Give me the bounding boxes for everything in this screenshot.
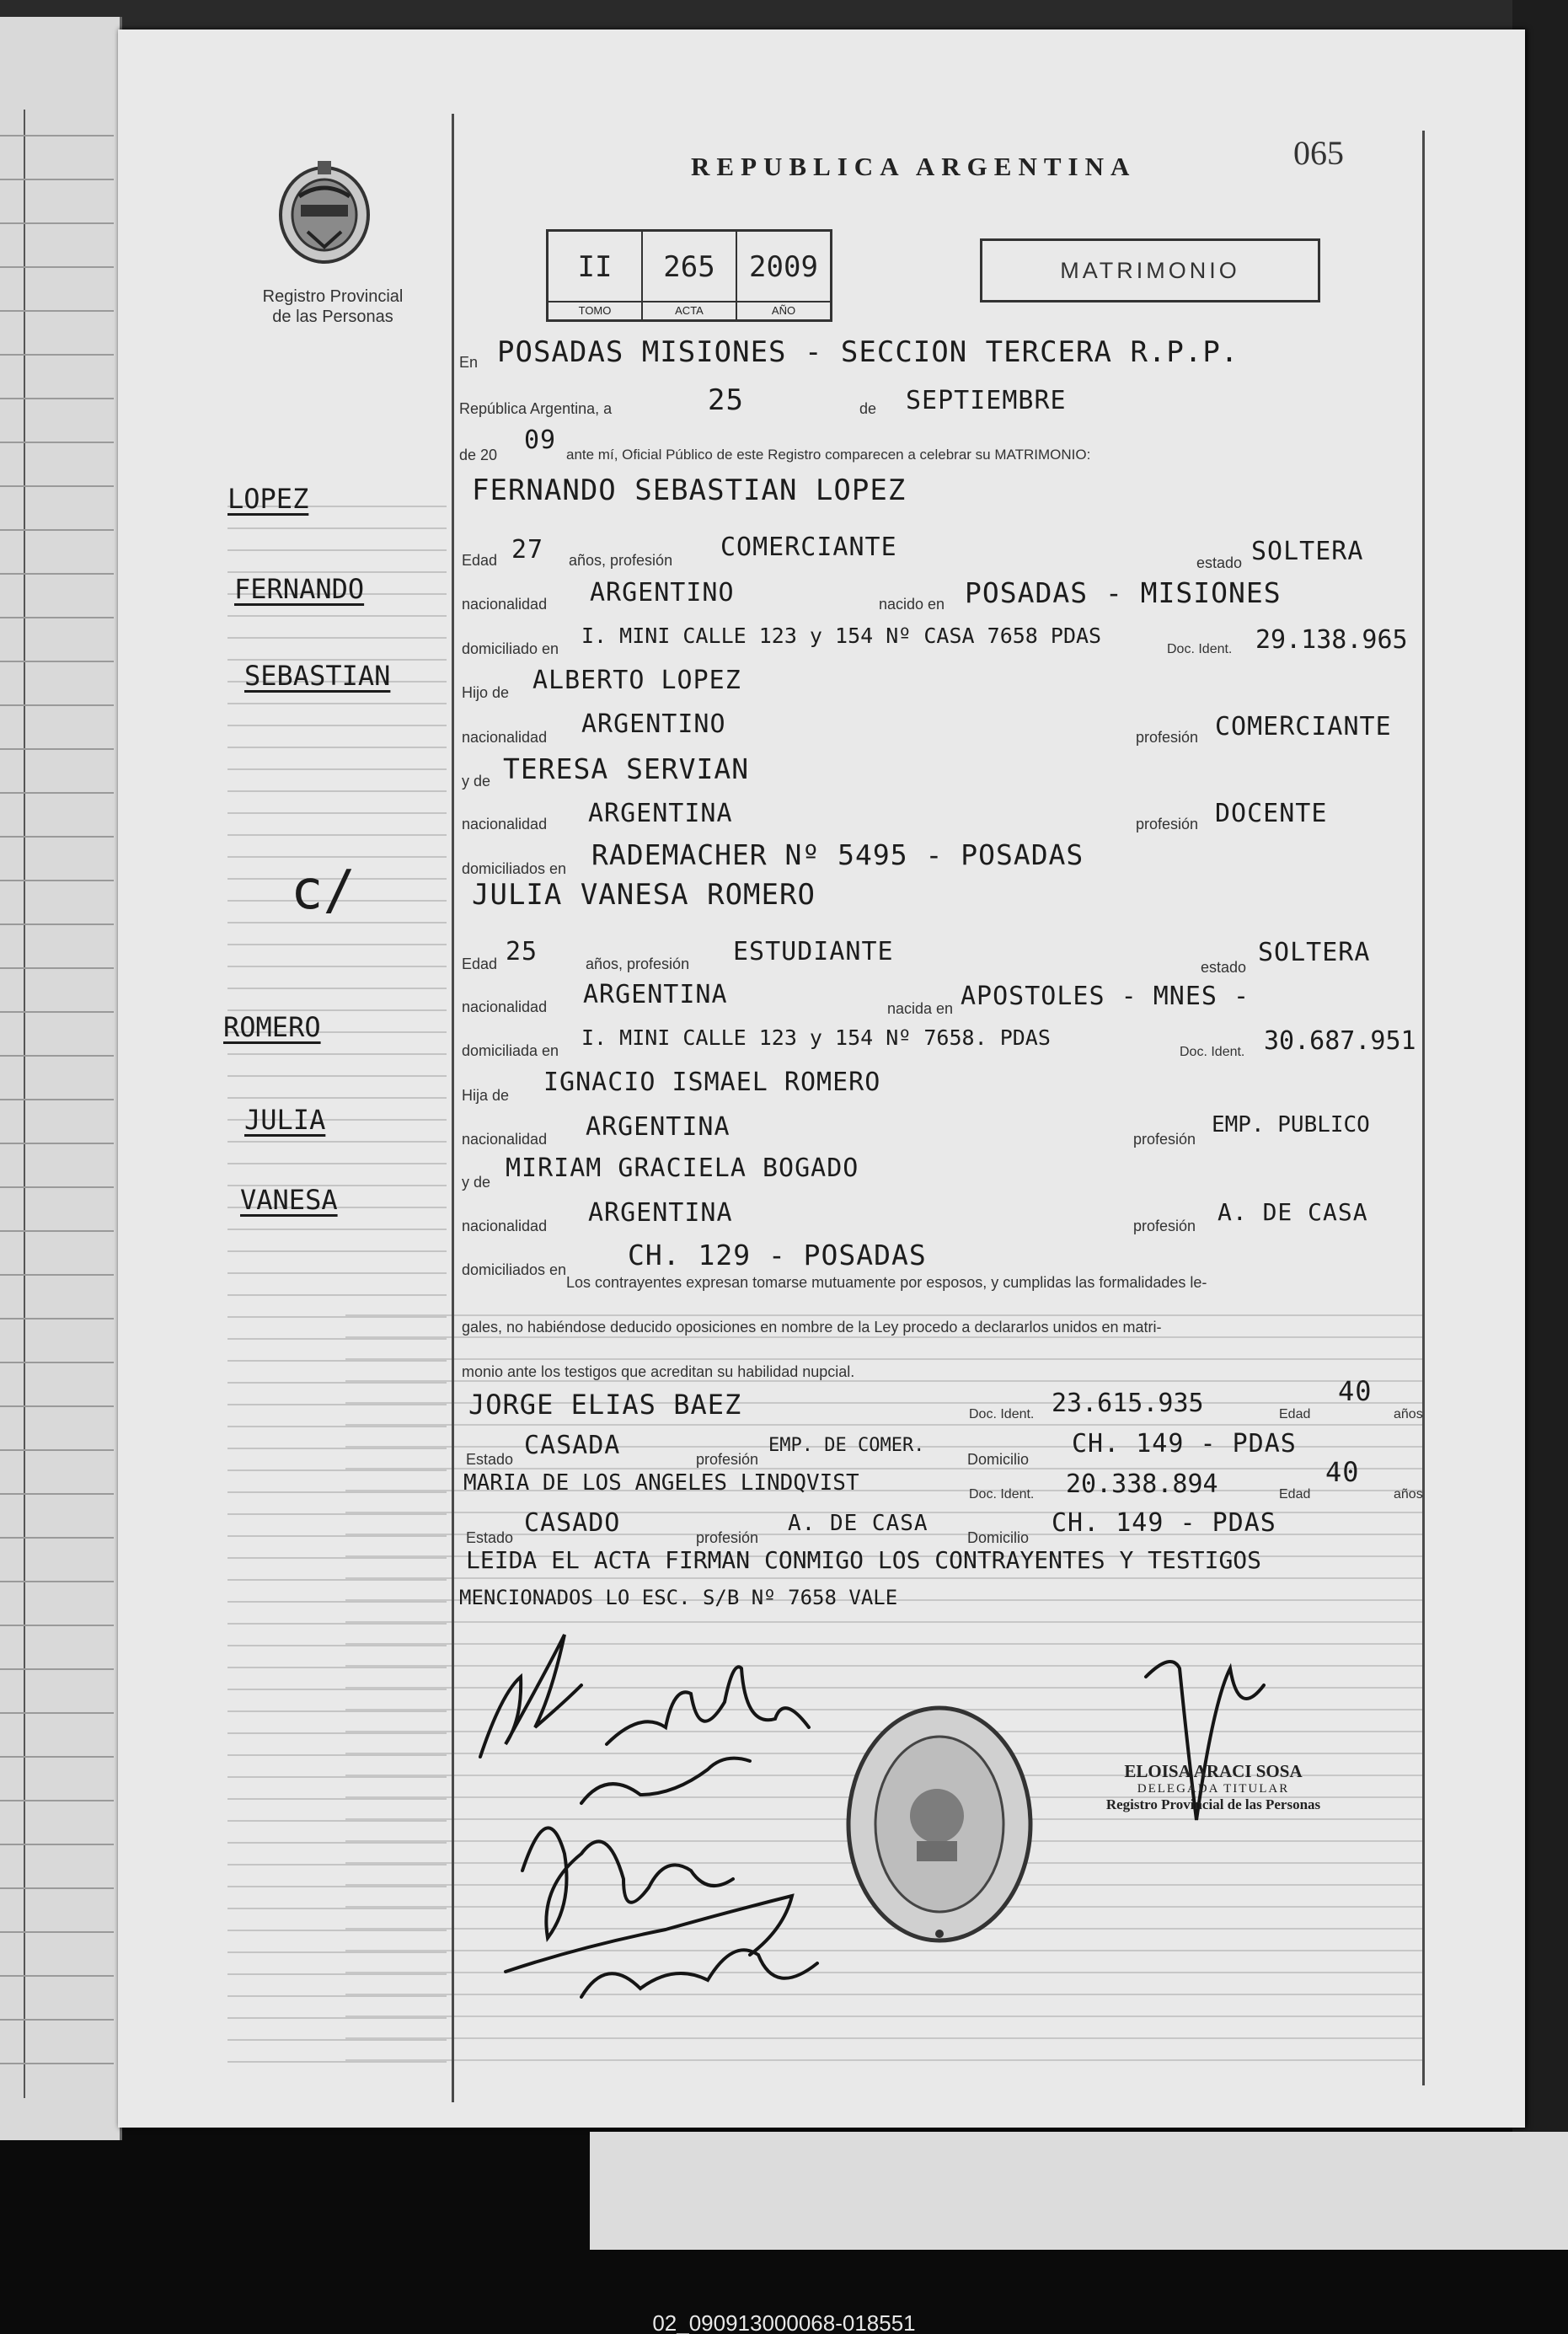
ruled-line	[227, 1097, 447, 1099]
witness-1-address: CH. 149 - PDAS	[1072, 1429, 1297, 1459]
ruled-line	[227, 1667, 447, 1668]
ruled-line	[227, 1229, 447, 1230]
groom-age: 27	[511, 535, 544, 565]
bride-civil-status: SOLTERA	[1258, 938, 1371, 967]
ruled-line	[227, 1930, 447, 1931]
ruled-line	[0, 2063, 114, 2064]
ruled-line	[0, 1318, 114, 1320]
ruled-line	[227, 1513, 447, 1515]
label-profesion: profesión	[696, 1529, 759, 1546]
groom-nationality: ARGENTINO	[590, 578, 735, 608]
registry-line: de las Personas	[272, 308, 393, 326]
bride-nationality: ARGENTINA	[583, 980, 728, 1009]
ruled-line	[227, 1557, 447, 1559]
image-caption: 02_090913000068-018551	[652, 2310, 916, 2334]
witness-1-name: JORGE ELIAS BAEZ	[468, 1389, 742, 1421]
groom-document: 29.138.965	[1255, 625, 1408, 655]
ruled-line	[227, 1973, 447, 1975]
bride-father: IGNACIO ISMAEL ROMERO	[543, 1068, 881, 1097]
ruled-line	[227, 2017, 447, 2019]
label-doc-ident: Doc. Ident.	[969, 1487, 1035, 1502]
witness-1-profession: EMP. DE COMER.	[768, 1435, 925, 1456]
ruled-line	[0, 354, 114, 356]
ruled-line	[227, 549, 447, 551]
signature-scribble	[581, 1950, 817, 1997]
declaration-line: monio ante los testigos que acreditan su habilidad nupcial.	[462, 1363, 855, 1380]
witness-2-name: MARIA DE LOS ANGELES LINDQVIST	[463, 1470, 859, 1496]
label-domiciliado-en: domiciliado en	[462, 640, 559, 657]
label-nacionalidad: nacionalidad	[462, 816, 548, 832]
month-value: SEPTIEMBRE	[906, 386, 1067, 415]
ruled-line	[227, 615, 447, 617]
label-profesion: profesión	[1133, 1218, 1196, 1234]
tomo-cell	[549, 232, 643, 319]
label-profesion: profesión	[1133, 1131, 1196, 1148]
witness-2-civil-status: CASADO	[524, 1508, 621, 1538]
closing-note-line: LEIDA EL ACTA FIRMAN CONMIGO LOS CONTRAYENTES Y TESTIGOS	[466, 1546, 1262, 1574]
label-edad: Edad	[1279, 1407, 1311, 1421]
ruled-line	[0, 135, 114, 137]
ruled-line	[227, 1272, 447, 1274]
groom-parents-address: RADEMACHER Nº 5495 - POSADAS	[591, 838, 1084, 871]
ruled-line	[0, 573, 114, 575]
groom-birthplace: POSADAS - MISIONES	[965, 576, 1282, 609]
ruled-line	[0, 880, 114, 881]
ruled-line	[0, 529, 114, 531]
ruled-line	[0, 1712, 114, 1714]
ruled-line	[0, 836, 114, 838]
ruled-line	[0, 1274, 114, 1276]
ruled-line	[227, 1360, 447, 1362]
ruled-line	[227, 1579, 447, 1581]
ruled-line	[0, 485, 114, 487]
label-y-de: y de	[462, 1174, 491, 1191]
witness-1-age: 40	[1338, 1375, 1373, 1407]
ruled-line	[0, 1405, 114, 1407]
ruled-line	[0, 1449, 114, 1451]
margin-rule-left	[452, 114, 454, 2102]
label-domiciliados-en: domiciliados en	[462, 860, 567, 877]
ruled-line	[227, 1820, 447, 1822]
label-y-de: y de	[462, 773, 491, 790]
label-domiciliada-en: domiciliada en	[462, 1042, 559, 1059]
ruled-line	[345, 1577, 1424, 1579]
label-doc-ident: Doc. Ident.	[969, 1407, 1035, 1421]
ruled-line	[0, 1230, 114, 1232]
ruled-line	[227, 988, 447, 989]
ruled-line	[227, 812, 447, 814]
bride-birthplace: APOSTOLES - MNES -	[961, 982, 1250, 1011]
ruled-line	[0, 1537, 114, 1539]
bride-address: I. MINI CALLE 123 y 154 Nº 7658. PDAS	[581, 1025, 1051, 1050]
ruled-line	[0, 398, 114, 399]
label-anos: años	[1394, 1407, 1423, 1421]
ruled-line	[227, 1469, 447, 1471]
ruled-line	[227, 1995, 447, 1997]
official-name: ELOISA ARACI SOSA	[1124, 1761, 1303, 1781]
witness-2-address: CH. 149 - PDAS	[1052, 1508, 1276, 1538]
acta-label: ACTA	[643, 301, 736, 319]
bride-document: 30.687.951	[1264, 1026, 1416, 1056]
registry-line: Registro Provincial	[262, 287, 404, 306]
ruled-line	[227, 1689, 447, 1690]
acta-cell	[643, 232, 737, 319]
witness-1-document: 23.615.935	[1052, 1389, 1204, 1418]
ruled-line	[227, 1250, 447, 1252]
underlying-sheet	[590, 2132, 1568, 2250]
label-nacionalidad: nacionalidad	[462, 1218, 548, 1234]
signature-scribble	[480, 1635, 581, 1757]
official-office: Registro Provincial de las Personas	[1105, 1796, 1321, 1812]
ruled-line	[227, 1601, 447, 1603]
witness-2-profession: A. DE CASA	[788, 1511, 928, 1536]
ruled-line	[227, 1053, 447, 1055]
ruled-line	[227, 1448, 447, 1449]
year-suffix-value: 09	[524, 426, 557, 455]
day-value: 25	[708, 383, 744, 417]
ruled-line	[227, 790, 447, 792]
ruled-line	[0, 748, 114, 750]
registry-name	[227, 286, 438, 327]
anio-cell	[737, 232, 830, 319]
ruled-line	[227, 1141, 447, 1143]
label-hija-de: Hija de	[462, 1087, 510, 1104]
ruled-line	[227, 1294, 447, 1296]
official-role: DELEGADA TITULAR	[1137, 1782, 1290, 1796]
label-anos: años	[1394, 1487, 1423, 1502]
sidebar-bride-surname: ROMERO	[223, 1011, 321, 1043]
acta-reference-box	[546, 229, 832, 322]
label-profesion: profesión	[1136, 816, 1199, 832]
ruled-line	[0, 1581, 114, 1582]
groom-father-profession: COMERCIANTE	[1215, 712, 1392, 741]
groom-profession: COMERCIANTE	[720, 533, 897, 562]
label-en: En	[459, 354, 479, 371]
ruled-line	[0, 442, 114, 443]
ruled-line	[227, 747, 447, 748]
ruled-line	[227, 834, 447, 836]
ruled-line	[227, 1338, 447, 1340]
label-anos-profesion: años, profesión	[569, 552, 673, 569]
ruled-line	[345, 1336, 1424, 1338]
label-ante-mi: ante mí, Oficial Público de este Registro comparecen a celebrar su MATRIMONIO:	[566, 447, 1091, 463]
ruled-line	[0, 1844, 114, 1845]
acta-value: 265	[663, 250, 715, 284]
tomo-label: TOMO	[549, 301, 641, 319]
ruled-line	[0, 1668, 114, 1670]
ruled-line	[227, 1316, 447, 1318]
sidebar-separator: c/	[291, 859, 356, 922]
witness-1-civil-status: CASADA	[524, 1431, 621, 1460]
ruled-line	[227, 527, 447, 529]
ruled-line	[0, 1887, 114, 1889]
label-profesion: profesión	[696, 1451, 759, 1468]
ruled-line	[227, 1163, 447, 1164]
provincial-emblem-icon	[274, 156, 375, 265]
ruled-line	[227, 944, 447, 945]
declaration-line: Los contrayentes expresan tomarse mutuamente por esposos, y cumplidas las formalidades le-	[566, 1274, 1207, 1291]
ruled-line	[227, 1491, 447, 1493]
bride-profession: ESTUDIANTE	[733, 937, 894, 966]
ruled-line	[227, 1645, 447, 1646]
bride-full-name: JULIA VANESA ROMERO	[472, 878, 816, 912]
label-estado: estado	[1196, 554, 1243, 571]
label-nacida-en: nacida en	[887, 1000, 954, 1017]
sidebar-bride-name: JULIA	[244, 1104, 326, 1136]
label-nacionalidad: nacionalidad	[462, 596, 548, 613]
groom-father-nationality: ARGENTINO	[581, 709, 726, 739]
ruled-line	[227, 856, 447, 858]
bride-father-profession: EMP. PUBLICO	[1212, 1112, 1370, 1138]
label-nacido-en: nacido en	[879, 596, 945, 613]
label-edad: Edad	[1279, 1487, 1311, 1502]
label-estado: estado	[1201, 959, 1247, 976]
bride-father-nationality: ARGENTINA	[586, 1112, 730, 1142]
ruled-line	[0, 661, 114, 662]
ruled-line	[227, 2061, 447, 2063]
label-nacionalidad: nacionalidad	[462, 729, 548, 746]
ruled-line	[227, 703, 447, 704]
place-value: POSADAS MISIONES - SECCION TERCERA R.P.P.	[497, 335, 1239, 369]
ruled-line	[0, 923, 114, 925]
ruled-line	[0, 1099, 114, 1100]
ruled-line	[227, 1623, 447, 1625]
label-doc-ident: Doc. Ident.	[1167, 642, 1233, 656]
ruled-line	[0, 1625, 114, 1626]
label-edad: Edad	[462, 552, 498, 569]
ruled-line	[0, 222, 114, 224]
bride-mother-profession: A. DE CASA	[1217, 1198, 1368, 1226]
ruled-line	[0, 179, 114, 180]
sidebar-groom-name: FERNANDO	[234, 573, 365, 605]
ruled-line	[0, 967, 114, 969]
ruled-line	[227, 637, 447, 639]
sidebar-groom-surname: LOPEZ	[227, 483, 309, 515]
country-title: REPUBLICA ARGENTINA	[691, 152, 1137, 181]
ruled-line	[227, 1776, 447, 1778]
ruled-line	[0, 1975, 114, 1977]
signature-scribble	[581, 1759, 750, 1803]
anio-label: AÑO	[737, 301, 830, 319]
witness-2-document: 20.338.894	[1066, 1469, 1218, 1499]
folio-number: 065	[1293, 134, 1344, 172]
bride-mother: MIRIAM GRACIELA BOGADO	[506, 1154, 859, 1183]
ruled-line	[227, 966, 447, 967]
ruled-line	[227, 1075, 447, 1077]
ruled-line	[227, 768, 447, 770]
sidebar-groom-name: SEBASTIAN	[244, 660, 391, 692]
ruled-line	[0, 310, 114, 312]
label-domicilio: Domicilio	[967, 1529, 1030, 1546]
ruled-line	[227, 1842, 447, 1844]
ruled-line	[227, 1404, 447, 1405]
ruled-line	[227, 1426, 447, 1427]
groom-civil-status: SOLTERA	[1251, 537, 1364, 566]
ruled-line	[227, 725, 447, 726]
label-domiciliados-en: domiciliados en	[462, 1261, 567, 1278]
declaration-line: gales, no habiéndose deducido oposiciones en nombre de la Ley procedo a declararlos unidos en matri-	[462, 1319, 1162, 1336]
ruled-line	[227, 922, 447, 923]
label-estado: Estado	[466, 1529, 514, 1546]
ruled-line	[345, 1358, 1424, 1360]
label-de: de	[859, 400, 877, 417]
official-stamp	[1087, 1761, 1340, 1813]
ruled-line	[0, 792, 114, 794]
bride-parents-address: CH. 129 - POSADAS	[628, 1239, 927, 1271]
ruled-line	[0, 1055, 114, 1057]
label-nacionalidad: nacionalidad	[462, 1131, 548, 1148]
groom-full-name: FERNANDO SEBASTIAN LOPEZ	[472, 474, 907, 507]
ruled-line	[227, 1908, 447, 1909]
ruled-line	[227, 1382, 447, 1384]
previous-page	[0, 17, 122, 2140]
ruled-line	[227, 1710, 447, 1712]
ruled-line	[345, 1314, 1424, 1316]
groom-mother-nationality: ARGENTINA	[588, 799, 733, 828]
ruled-line	[0, 1493, 114, 1495]
label-estado: Estado	[466, 1451, 514, 1468]
ruled-line	[227, 1754, 447, 1756]
ruled-line	[227, 1864, 447, 1866]
ruled-line	[227, 1951, 447, 1953]
groom-father: ALBERTO LOPEZ	[532, 666, 741, 695]
groom-mother-profession: DOCENTE	[1215, 799, 1328, 828]
groom-mother: TERESA SERVIAN	[503, 752, 750, 785]
anio-value: 2009	[749, 250, 818, 284]
ruled-line	[0, 1931, 114, 1933]
label-republica: República Argentina, a	[459, 400, 613, 417]
official-seal-icon	[843, 1702, 1036, 1946]
ruled-line	[0, 1362, 114, 1363]
groom-address: I. MINI CALLE 123 y 154 Nº CASA 7658 PDAS	[581, 624, 1102, 648]
label-profesion: profesión	[1136, 729, 1199, 746]
label-nacionalidad: nacionalidad	[462, 998, 548, 1015]
label-hijo-de: Hijo de	[462, 684, 510, 701]
label-edad: Edad	[462, 956, 498, 972]
ruled-line	[0, 704, 114, 706]
ruled-line	[0, 1186, 114, 1188]
bride-age: 25	[506, 937, 538, 966]
ruled-line	[345, 1424, 1424, 1426]
ruled-line	[0, 1800, 114, 1801]
tomo-value: II	[577, 250, 613, 284]
label-year-prefix: de 20	[459, 447, 498, 463]
signature-scribble	[522, 1828, 733, 1938]
ruled-line	[0, 1143, 114, 1144]
ruled-line	[227, 1732, 447, 1734]
ruled-line	[227, 1798, 447, 1800]
record-type-box: MATRIMONIO	[980, 238, 1320, 302]
ruled-line	[0, 1756, 114, 1758]
ruled-line	[227, 1886, 447, 1887]
ruled-line	[0, 1011, 114, 1013]
signature-scribble	[607, 1667, 809, 1744]
sidebar-bride-name: VANESA	[240, 1184, 338, 1216]
closing-note-line: MENCIONADOS LO ESC. S/B Nº 7658 VALE	[459, 1586, 898, 1609]
ruled-line	[0, 2019, 114, 2021]
label-anos-profesion: años, profesión	[586, 956, 690, 972]
label-domicilio: Domicilio	[967, 1451, 1030, 1468]
witness-2-age: 40	[1325, 1456, 1360, 1488]
bride-mother-nationality: ARGENTINA	[588, 1198, 733, 1228]
ruled-line	[227, 1535, 447, 1537]
label-doc-ident: Doc. Ident.	[1180, 1045, 1245, 1059]
ruled-line	[0, 266, 114, 268]
ruled-line	[0, 617, 114, 618]
ruled-line	[227, 2039, 447, 2041]
